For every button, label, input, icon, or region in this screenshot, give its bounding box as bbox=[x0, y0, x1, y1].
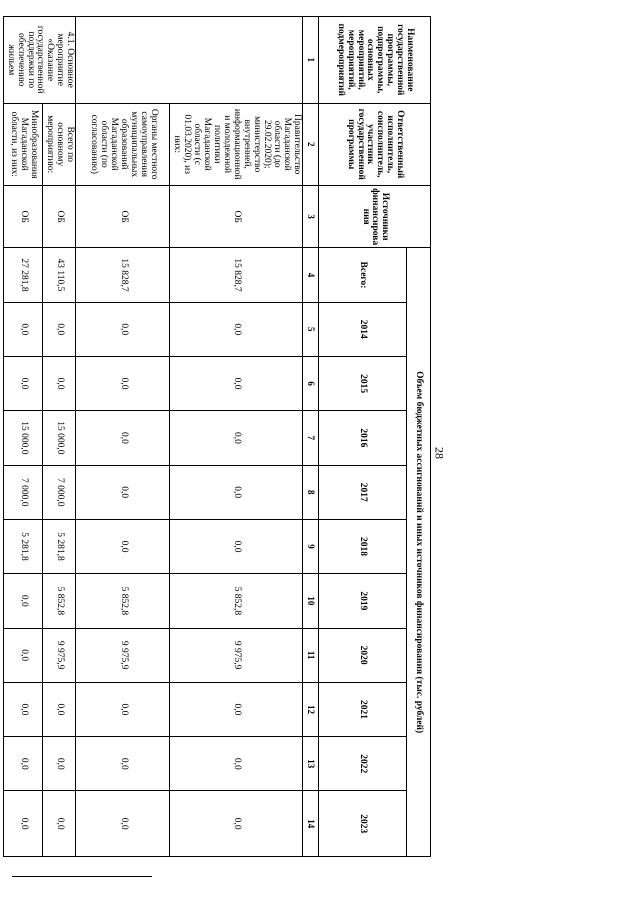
header-year: 2018 bbox=[319, 519, 407, 573]
column-number: 8 bbox=[303, 465, 319, 519]
row-value: 0,0 bbox=[3, 356, 42, 410]
row-total: 27 281,8 bbox=[3, 248, 42, 302]
header-executor: Ответственный исполнитель, соисполнитель, участник государственной программы bbox=[319, 103, 431, 185]
row-value: 5 852,8 bbox=[42, 574, 76, 628]
column-number: 3 bbox=[303, 185, 319, 247]
row-value: 5 281,8 bbox=[3, 519, 42, 573]
row-executor: Правительство Магаданской области (до 29.02.2020); министерство внутренней, информационной и молодежной политики Магаданской области (с 01.03.2020), из них: bbox=[170, 103, 303, 185]
row-executor: Всего по основному мероприятию: bbox=[42, 103, 76, 185]
row-value: 5 852,8 bbox=[76, 574, 170, 628]
row-name bbox=[76, 17, 170, 104]
row-value: 0,0 bbox=[76, 791, 170, 857]
header-year: 2021 bbox=[319, 682, 407, 736]
header-total: Всего: bbox=[319, 248, 407, 302]
row-value: 5 852,8 bbox=[170, 574, 303, 628]
row-value: 0,0 bbox=[42, 302, 76, 356]
row-source: ОБ bbox=[76, 185, 170, 247]
column-number: 13 bbox=[303, 737, 319, 791]
row-value: 0,0 bbox=[170, 302, 303, 356]
row-value: 9 975,9 bbox=[170, 628, 303, 682]
header-year: 2019 bbox=[319, 574, 407, 628]
row-value: 5 281,8 bbox=[42, 519, 76, 573]
header-source: Источники финансирова ния bbox=[319, 185, 431, 247]
row-value: 0,0 bbox=[3, 737, 42, 791]
row-value: 0,0 bbox=[76, 682, 170, 736]
header-year: 2022 bbox=[319, 737, 407, 791]
column-number: 4 bbox=[303, 248, 319, 302]
header-name: Наименование государственной программы, подпрограммы, основных мероприятий, мероприятий, подмероприятий bbox=[319, 17, 431, 104]
row-value: 0,0 bbox=[42, 791, 76, 857]
row-value: 9 975,9 bbox=[76, 628, 170, 682]
row-value: 0,0 bbox=[76, 356, 170, 410]
row-value: 0,0 bbox=[3, 302, 42, 356]
row-value: 0,0 bbox=[170, 519, 303, 573]
row-value: 0,0 bbox=[76, 519, 170, 573]
header-year: 2014 bbox=[319, 302, 407, 356]
row-executor: Органы местного самоуправления муниципальных образований Магаданской области (по согласованию) bbox=[76, 103, 170, 185]
row-value: 15 000,0 bbox=[3, 411, 42, 465]
row-value: 0,0 bbox=[76, 302, 170, 356]
row-value: 0,0 bbox=[42, 682, 76, 736]
row-value: 7 000,0 bbox=[42, 465, 76, 519]
row-value: 0,0 bbox=[76, 465, 170, 519]
column-number: 9 bbox=[303, 519, 319, 573]
header-year: 2017 bbox=[319, 465, 407, 519]
row-value: 0,0 bbox=[3, 791, 42, 857]
row-value: 0,0 bbox=[170, 356, 303, 410]
column-number: 5 bbox=[303, 302, 319, 356]
row-value: 0,0 bbox=[42, 737, 76, 791]
row-name bbox=[170, 17, 303, 104]
row-value: 0,0 bbox=[3, 628, 42, 682]
column-number: 1 bbox=[303, 17, 319, 104]
row-name: 4.1. Основное мероприятие «Оказание государственной поддержки по обеспечению жильем bbox=[3, 17, 76, 104]
column-number: 7 bbox=[303, 411, 319, 465]
column-number: 14 bbox=[303, 791, 319, 857]
funding-table bbox=[3, 16, 431, 857]
row-value: 0,0 bbox=[76, 737, 170, 791]
row-value: 9 975,9 bbox=[42, 628, 76, 682]
page-number: 28 bbox=[432, 447, 447, 459]
header-year: 2020 bbox=[319, 628, 407, 682]
column-number: 10 bbox=[303, 574, 319, 628]
row-value: 15 000,0 bbox=[42, 411, 76, 465]
row-value: 0,0 bbox=[76, 411, 170, 465]
row-value: 0,0 bbox=[170, 682, 303, 736]
row-source: ОБ bbox=[170, 185, 303, 247]
row-total: 15 828,7 bbox=[76, 248, 170, 302]
header-year: 2016 bbox=[319, 411, 407, 465]
row-value: 0,0 bbox=[170, 737, 303, 791]
row-value: 0,0 bbox=[170, 791, 303, 857]
row-value: 0,0 bbox=[170, 465, 303, 519]
header-funding-group: Объем бюджетных ассигнований и иных источников финансирования (тыс. рублей) bbox=[407, 248, 431, 857]
row-value: 0,0 bbox=[42, 356, 76, 410]
header-year: 2023 bbox=[319, 791, 407, 857]
row-value: 0,0 bbox=[3, 574, 42, 628]
column-number: 6 bbox=[303, 356, 319, 410]
column-number: 2 bbox=[303, 103, 319, 185]
row-value: 0,0 bbox=[3, 682, 42, 736]
row-value: 0,0 bbox=[170, 411, 303, 465]
row-total: 43 110,5 bbox=[42, 248, 76, 302]
column-number: 11 bbox=[303, 628, 319, 682]
funding-table-wrapper bbox=[5, 16, 431, 857]
row-source: ОБ bbox=[42, 185, 76, 247]
header-year: 2015 bbox=[319, 356, 407, 410]
row-total: 15 828,7 bbox=[170, 248, 303, 302]
column-number: 12 bbox=[303, 682, 319, 736]
row-value: 7 000,0 bbox=[3, 465, 42, 519]
row-source: ОБ bbox=[3, 185, 42, 247]
row-executor: Минобразования Магаданской области, из них: bbox=[3, 103, 42, 185]
footer-divider bbox=[12, 876, 152, 877]
